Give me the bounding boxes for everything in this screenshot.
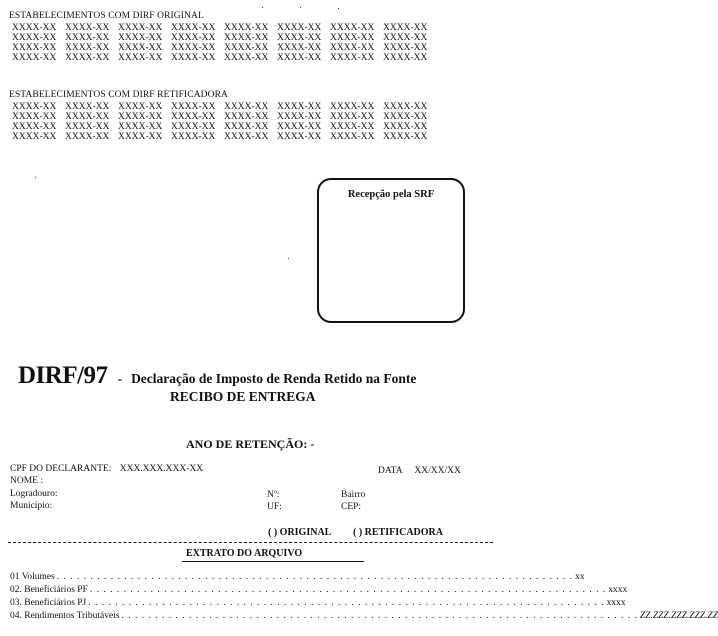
code-cell: XXXX-XX <box>330 112 375 122</box>
section-divider <box>8 542 493 543</box>
code-cell: XXXX-XX <box>224 122 269 132</box>
extrato-title-underline <box>182 561 364 562</box>
form-header <box>18 362 416 390</box>
code-cell: XXXX-XX <box>224 33 269 43</box>
date-label: DATA <box>378 466 403 476</box>
code-cell: XXXX-XX <box>330 102 375 112</box>
extrato-title: EXTRATO DO ARQUIVO <box>186 548 303 559</box>
scan-speck <box>35 177 36 178</box>
code-cell: XXXX-XX <box>277 23 322 33</box>
code-cell: XXXX-XX <box>277 53 322 63</box>
code-cell: XXXX-XX <box>12 33 57 43</box>
bairro-label: Bairro <box>341 490 366 500</box>
code-cell: XXXX-XX <box>118 23 163 33</box>
code-cell: XXXX-XX <box>12 122 57 132</box>
code-row <box>12 53 436 63</box>
code-cell: XXXX-XX <box>224 102 269 112</box>
code-cell: XXXX-XX <box>118 122 163 132</box>
code-cell: XXXX-XX <box>330 43 375 53</box>
code-cell: XXXX-XX <box>330 23 375 33</box>
code-cell: XXXX-XX <box>12 53 57 63</box>
code-cell: XXXX-XX <box>277 33 322 43</box>
code-cell: XXXX-XX <box>383 53 428 63</box>
receipt-title: RECIBO DE ENTREGA <box>170 389 316 404</box>
date-field <box>378 466 461 476</box>
extrato-item-value: xxxx <box>608 585 628 595</box>
code-cell: XXXX-XX <box>65 33 110 43</box>
retificadora-section-title: ESTABELECIMENTOS COM DIRF RETIFICADORA <box>9 90 229 100</box>
extrato-item-value: xxxx <box>606 598 626 608</box>
code-cell: XXXX-XX <box>277 122 322 132</box>
code-cell: XXXX-XX <box>12 132 57 142</box>
code-cell: XXXX-XX <box>330 122 375 132</box>
retificadora-code-grid <box>12 102 436 142</box>
title-separator: - <box>117 371 123 386</box>
code-cell: XXXX-XX <box>118 132 163 142</box>
code-row <box>12 132 436 142</box>
extrato-item-label: 03. Beneficiários PJ <box>10 598 87 608</box>
code-cell: XXXX-XX <box>65 53 110 63</box>
srf-reception-stamp-box <box>317 178 465 323</box>
extrato-item-value: ZZ.ZZZ.ZZZ.ZZZ.ZZ <box>639 611 718 621</box>
cep-label: CEP: <box>341 502 362 512</box>
srf-reception-label: Recepção pela SRF <box>347 189 435 200</box>
code-row <box>12 102 436 112</box>
code-cell: XXXX-XX <box>224 53 269 63</box>
code-cell: XXXX-XX <box>383 43 428 53</box>
code-cell: XXXX-XX <box>171 112 216 122</box>
code-cell: XXXX-XX <box>65 43 110 53</box>
extrato-item <box>10 611 718 621</box>
code-cell: XXXX-XX <box>65 102 110 112</box>
code-cell: XXXX-XX <box>383 102 428 112</box>
leader-dots: . . . . . . . . . . . . . . . . . . . . . . . . . . . . . . . . . . . . . . . . . . . . . . . . . . . . . . . . . . . . . . . . . . . . . . . . . . . . . <box>89 585 607 595</box>
code-cell: XXXX-XX <box>118 43 163 53</box>
original-section-title: ESTABELECIMENTOS COM DIRF ORIGINAL <box>9 11 204 21</box>
scan-speck <box>300 7 301 8</box>
extrato-item <box>10 598 626 608</box>
code-cell: XXXX-XX <box>224 132 269 142</box>
code-cell: XXXX-XX <box>330 53 375 63</box>
date-value: XX/XX/XX <box>414 466 461 476</box>
code-cell: XXXX-XX <box>118 112 163 122</box>
extrato-item-label: 02. Beneficiários PF <box>10 585 88 595</box>
extrato-item <box>10 572 585 582</box>
code-row <box>12 43 436 53</box>
uf-label: UF: <box>267 502 282 512</box>
code-cell: XXXX-XX <box>224 43 269 53</box>
code-cell: XXXX-XX <box>171 122 216 132</box>
leader-dots: . . . . . . . . . . . . . . . . . . . . . . . . . . . . . . . . . . . . . . . . . . . . . . . . . . . . . . . . . . . . . . . . . . . . . . . . . . . . . <box>121 611 638 621</box>
code-cell: XXXX-XX <box>383 132 428 142</box>
logradouro-label: Logradouro: <box>10 489 58 499</box>
code-cell: XXXX-XX <box>12 112 57 122</box>
code-cell: XXXX-XX <box>383 33 428 43</box>
code-cell: XXXX-XX <box>383 23 428 33</box>
scan-speck <box>338 8 339 9</box>
code-cell: XXXX-XX <box>171 102 216 112</box>
numero-label: Nº: <box>267 490 280 500</box>
code-row <box>12 112 436 122</box>
code-cell: XXXX-XX <box>330 33 375 43</box>
code-cell: XXXX-XX <box>171 43 216 53</box>
scan-speck <box>262 7 263 8</box>
code-row <box>12 33 436 43</box>
code-row <box>12 122 436 132</box>
code-cell: XXXX-XX <box>118 33 163 43</box>
original-code-grid <box>12 23 436 63</box>
code-cell: XXXX-XX <box>65 112 110 122</box>
code-cell: XXXX-XX <box>224 23 269 33</box>
form-code: DIRF/97 <box>18 362 108 389</box>
cpf-label: CPF DO DECLARANTE: <box>10 464 112 474</box>
extrato-item-label: 04. Rendimentos Tributáveis <box>10 611 120 621</box>
extrato-item-label: 01 Volumes <box>10 572 55 582</box>
original-checkbox-option[interactable]: ( ) ORIGINAL <box>268 527 332 538</box>
form-title: Declaração de Imposto de Renda Retido na Fonte <box>131 371 417 386</box>
code-cell: XXXX-XX <box>224 112 269 122</box>
code-cell: XXXX-XX <box>12 23 57 33</box>
code-cell: XXXX-XX <box>277 112 322 122</box>
cpf-field <box>10 464 203 474</box>
code-cell: XXXX-XX <box>383 112 428 122</box>
scan-speck <box>288 258 289 259</box>
code-cell: XXXX-XX <box>65 23 110 33</box>
leader-dots: . . . . . . . . . . . . . . . . . . . . . . . . . . . . . . . . . . . . . . . . . . . . . . . . . . . . . . . . . . . . . . . . . . . . . . . . . . . . . <box>56 572 574 582</box>
leader-dots: . . . . . . . . . . . . . . . . . . . . . . . . . . . . . . . . . . . . . . . . . . . . . . . . . . . . . . . . . . . . . . . . . . . . . . . . . . . . . <box>88 598 605 608</box>
code-cell: XXXX-XX <box>277 132 322 142</box>
code-cell: XXXX-XX <box>12 43 57 53</box>
code-cell: XXXX-XX <box>118 102 163 112</box>
extrato-item <box>10 585 628 595</box>
code-row <box>12 23 436 33</box>
nome-label: NOME : <box>10 476 43 486</box>
code-cell: XXXX-XX <box>118 53 163 63</box>
code-cell: XXXX-XX <box>65 122 110 132</box>
code-cell: XXXX-XX <box>12 102 57 112</box>
code-cell: XXXX-XX <box>171 33 216 43</box>
code-cell: XXXX-XX <box>171 53 216 63</box>
code-cell: XXXX-XX <box>171 23 216 33</box>
code-cell: XXXX-XX <box>277 102 322 112</box>
ano-retencao: ANO DE RETENÇÃO: - <box>186 437 315 451</box>
retificadora-checkbox-option[interactable]: ( ) RETIFICADORA <box>353 527 443 538</box>
code-cell: XXXX-XX <box>171 132 216 142</box>
code-cell: XXXX-XX <box>383 122 428 132</box>
code-cell: XXXX-XX <box>65 132 110 142</box>
code-cell: XXXX-XX <box>330 132 375 142</box>
code-cell: XXXX-XX <box>277 43 322 53</box>
municipio-label: Município: <box>10 501 53 511</box>
extrato-item-value: xx <box>575 572 585 582</box>
cpf-value: XXX.XXX.XXX-XX <box>119 464 204 474</box>
